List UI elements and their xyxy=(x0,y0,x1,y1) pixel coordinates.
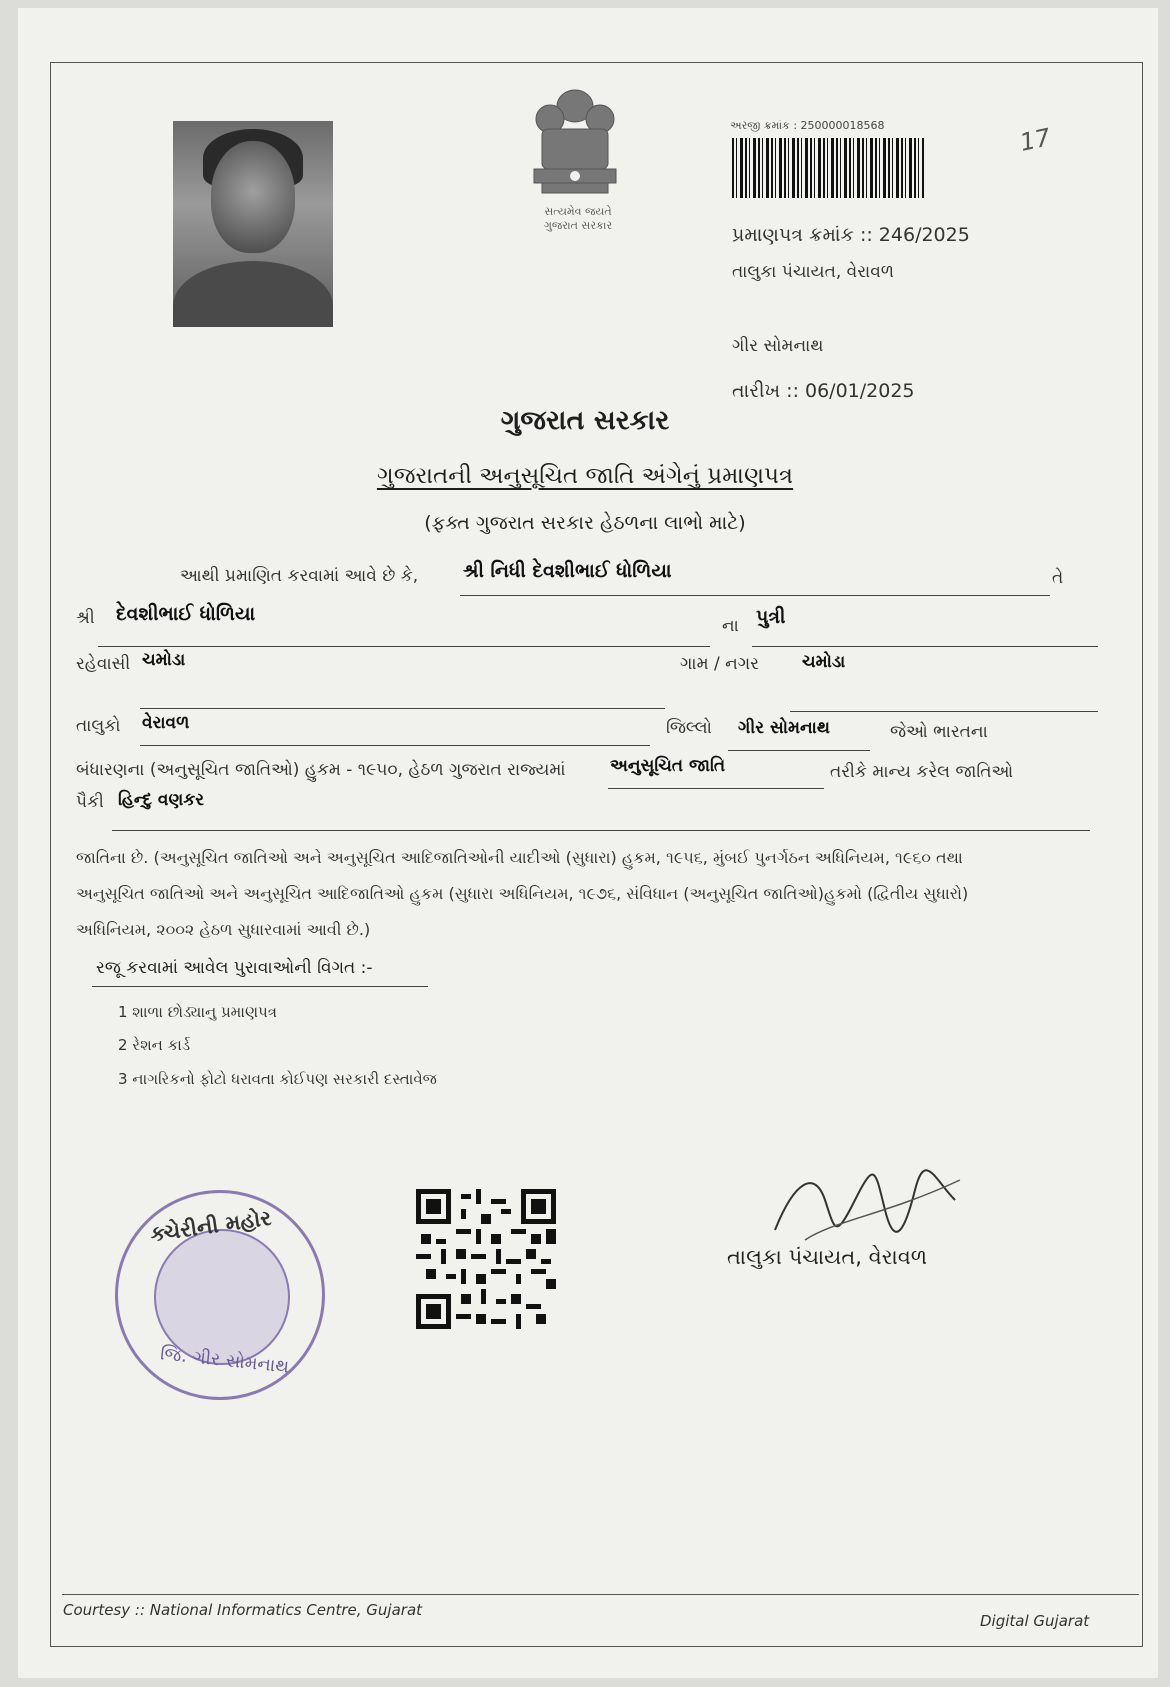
paragraph-line: અનુસૂચિત જાતિઓ અને અનુસૂચિત આદિજાતિઓ હુકમ (સુધારા અધિનિયમ, ૧૯૭૬, સંવિધાન (અનુસૂચિત જાતિઓ)હુકમો (દ્વિતીય સુધારો) xyxy=(76,884,969,903)
signature xyxy=(765,1160,965,1250)
qr-code xyxy=(416,1188,556,1330)
footer-courtesy: Courtesy :: National Informatics Centre, Gujarat xyxy=(63,1601,423,1619)
relation: પુત્રી xyxy=(756,606,786,628)
certificate-title: ગુજરાતની અનુસૂચિત જાતિ અંગેનું પ્રમાણપત્ર xyxy=(376,463,794,489)
paragraph-line: જાતિના છે. (અનુસૂચિત જાતિઓ અને અનુસૂચિત આદિજાતિઓની યાદીઓ (સુધારા) હુકમ, ૧૯૫૬, મુંબઈ પુનર્ગઠન અધિનિયમ, ૧૯૬૦ તથા xyxy=(76,848,963,867)
district-value: ગીર સોમનાથ xyxy=(738,718,830,738)
handwritten-page-number: 17 xyxy=(1017,123,1054,157)
paragraph-line: અધિનિયમ, ૨૦૦૨ હેઠળ સુધારવામાં આવી છે.) xyxy=(76,920,371,939)
district-label: જિલ્લો xyxy=(666,718,712,738)
who-india-text: જેઓ ભારતના xyxy=(890,722,988,742)
evidence-item: 1 શાળા છોડ્યાનુ પ્રમાણપત્ર xyxy=(118,1003,277,1021)
footer-brand: Digital Gujarat xyxy=(980,1612,1090,1630)
among-text: પૈકી xyxy=(76,792,104,812)
seal-top-text: ક્ચેરીની મહોર xyxy=(148,1205,273,1247)
caste-value: હિન્દુ વણકર xyxy=(118,790,205,810)
emblem-caption: સત્યમેવ જયતે ગુજરાત સરકાર xyxy=(543,205,613,232)
te-text: તે xyxy=(1052,568,1064,588)
applicant-photo xyxy=(173,121,333,327)
father-name: દેવશીભાઈ ધોળિયા xyxy=(116,603,256,625)
certificate-number: પ્રમાણપત્ર ક્રમાંક :: 246/2025 xyxy=(732,224,970,246)
village-label: ગામ / નગર xyxy=(680,654,759,674)
shri-label: શ્રી xyxy=(76,608,95,628)
signature-caption: તાલુકા પંચાયત, વેરાવળ xyxy=(727,1245,928,1269)
na-text: ના xyxy=(722,616,739,636)
applicant-name: શ્રી નિધી દેવશીભાઈ ધોળિયા xyxy=(463,560,672,582)
national-emblem-icon xyxy=(520,84,630,204)
legal-paragraph xyxy=(76,840,1086,948)
issuing-office: તાલુકા પંચાયત, વેરાવળ xyxy=(732,262,895,282)
evidence-item: 2 રેશન કાર્ડ xyxy=(118,1036,191,1054)
barcode xyxy=(732,138,924,198)
government-title: ગુજરાત સરકાર xyxy=(500,405,670,436)
taluka-label: તાલુકો xyxy=(76,716,121,736)
application-number: અરજી ક્રમાંક : 250000018568 xyxy=(730,119,885,132)
category-value: અનુસૂચિત જાતિ xyxy=(610,756,726,776)
evidence-heading: રજૂ કરવામાં આવેલ પુરાવાઓની વિગત :- xyxy=(96,958,373,978)
constitution-text: બંધારણના (અનુસૂચિત જાતિઓ) હુકમ - ૧૯૫૦, હેઠળ ગુજરાત રાજ્યમાં xyxy=(76,760,566,780)
village-value: ચમોડા xyxy=(802,652,846,672)
certificate-subtitle: (ફક્ત ગુજરાત સરકાર હેઠળના લાભો માટે) xyxy=(424,512,746,534)
taluka-value: વેરાવળ xyxy=(142,713,190,733)
issue-date: તારીખ :: 06/01/2025 xyxy=(732,380,915,402)
issuing-district: ગીર સોમનાથ xyxy=(732,336,824,356)
recognized-text: તરીકે માન્ય કરેલ જાતિઓ xyxy=(830,762,1014,782)
resident-label: રહેવાસી xyxy=(76,654,131,674)
resident-value: ચમોડા xyxy=(142,650,186,670)
evidence-item: 3 નાગરિકનો ફોટો ધરાવતા કોઈપણ સરકારી દસ્તાવેજ xyxy=(118,1070,437,1088)
intro-text: આથી પ્રમાણિત કરવામાં આવે છે કે, xyxy=(180,566,419,586)
seal-bottom-text: જિ. ગીર સોમનાથ xyxy=(159,1343,291,1378)
